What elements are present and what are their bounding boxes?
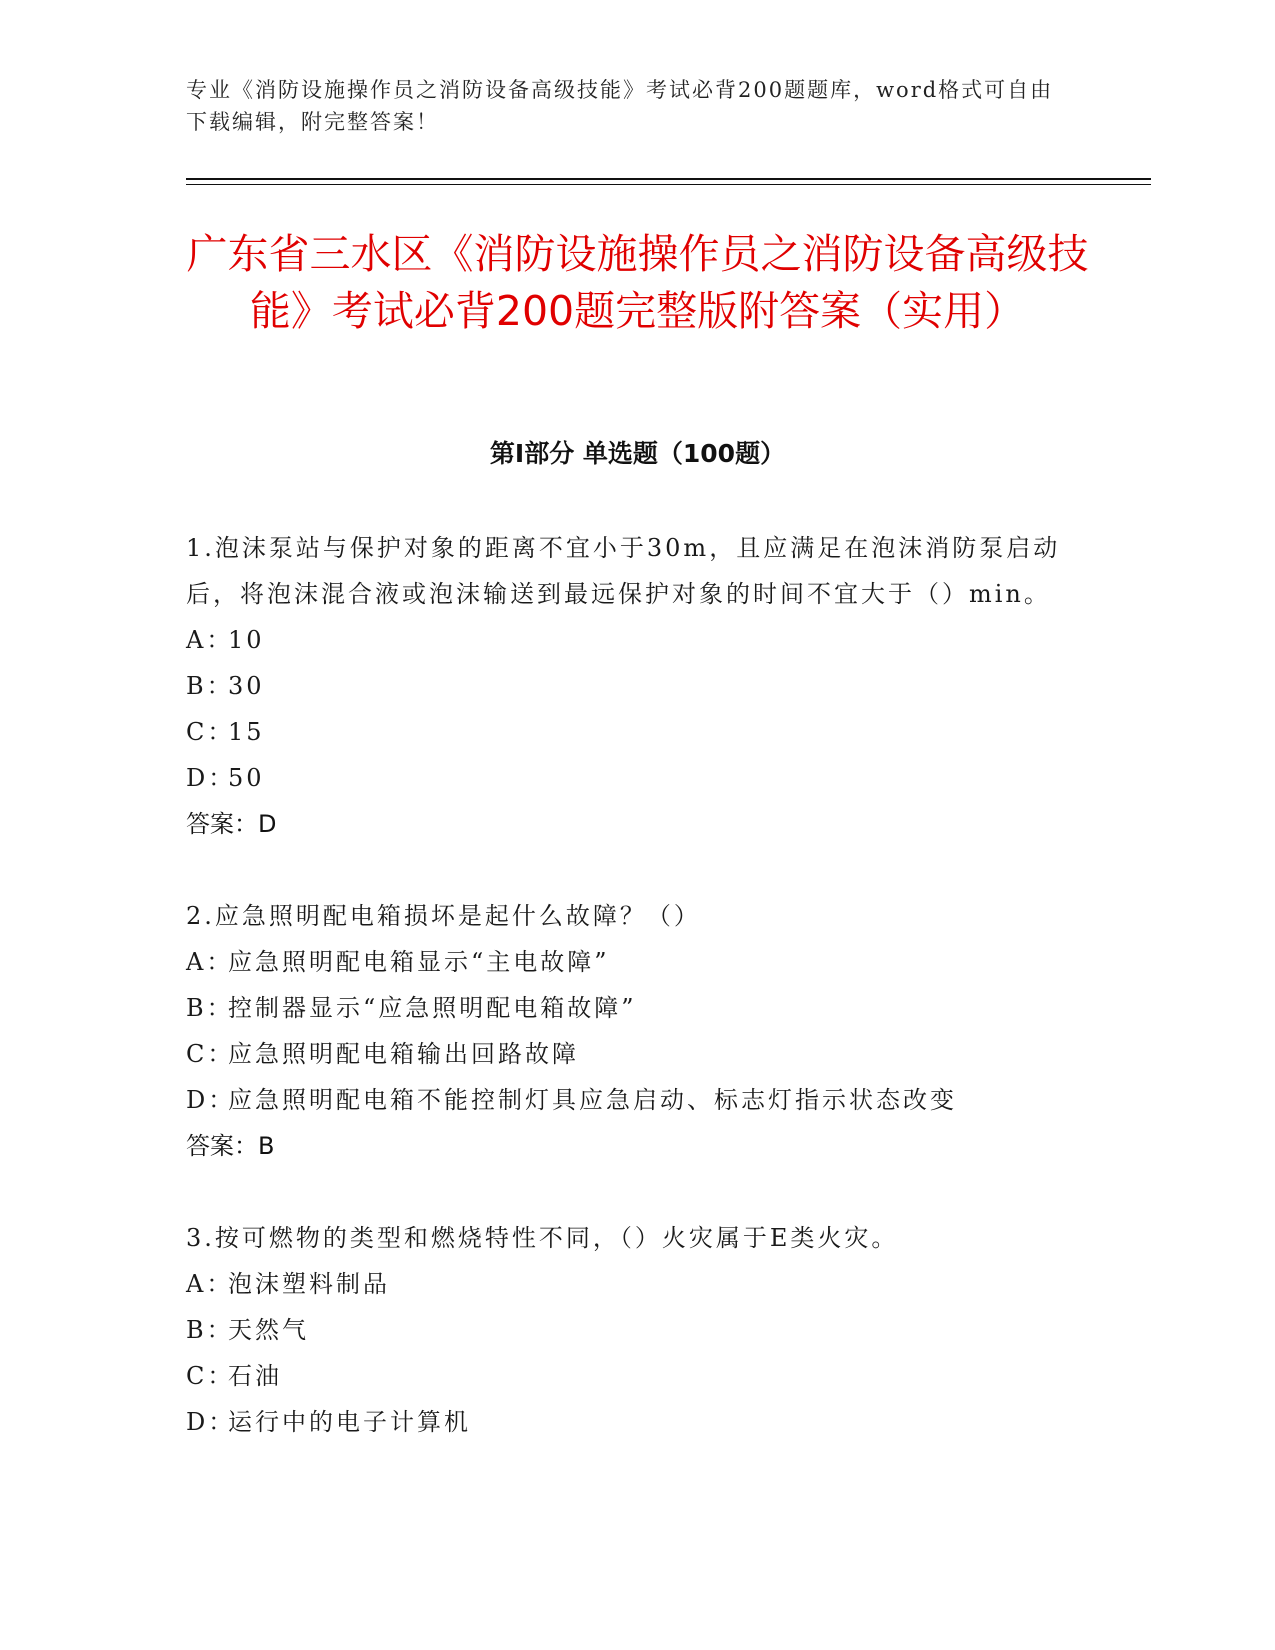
option-key: A： [186, 948, 234, 976]
question-text: 2.应急照明配电箱损坏是起什么故障？（） [186, 902, 701, 930]
option-key: A： [186, 626, 234, 654]
option-text: 天然气 [228, 1316, 309, 1344]
question-item [186, 525, 1086, 847]
option-b [186, 1307, 1086, 1353]
option-text: 石油 [228, 1362, 282, 1390]
option-text: 控制器显示“应急照明配电箱故障” [228, 994, 637, 1022]
option-key: A： [186, 1270, 234, 1298]
header-divider-thick [186, 178, 1151, 180]
question-text: 3.按可燃物的类型和燃烧特性不同，（）火灾属于E类火灾。 [186, 1224, 899, 1252]
option-key: B： [186, 994, 234, 1022]
option-text: 应急照明配电箱显示“主电故障” [228, 948, 610, 976]
option-b [186, 985, 1086, 1031]
question-text: 1.泡沫泵站与保护对象的距离不宜小于30m，且应满足在泡沫消防泵启动后，将泡沫混合液或泡沫输送到最远保护对象的时间不宜大于（）min。 [186, 534, 1061, 608]
option-text: 应急照明配电箱输出回路故障 [228, 1040, 579, 1068]
option-c [186, 709, 1086, 755]
document-title: 广东省三水区《消防设施操作员之消防设备高级技能》考试必背200题完整版附答案（实用） [186, 230, 1089, 335]
option-key: B： [186, 1316, 234, 1344]
option-text: 50 [228, 764, 265, 792]
question-list [186, 525, 1086, 1491]
option-d [186, 1399, 1086, 1445]
option-text: 应急照明配电箱不能控制灯具应急启动、标志灯指示状态改变 [228, 1086, 957, 1114]
header-divider-thin [186, 184, 1151, 185]
option-text: 运行中的电子计算机 [228, 1408, 471, 1436]
option-key: D： [186, 1408, 236, 1436]
option-key: C： [186, 1362, 235, 1390]
option-a [186, 1261, 1086, 1307]
option-text: 30 [228, 672, 265, 700]
option-text: 10 [228, 626, 265, 654]
option-c [186, 1353, 1086, 1399]
section-title: 第I部分 单选题（100题） [489, 439, 786, 468]
option-a [186, 939, 1086, 985]
option-d [186, 755, 1086, 801]
option-d [186, 1077, 1086, 1123]
option-key: B： [186, 672, 234, 700]
option-key: D： [186, 764, 236, 792]
option-b [186, 663, 1086, 709]
option-c [186, 1031, 1086, 1077]
option-text: 15 [228, 718, 265, 746]
question-item [186, 893, 1086, 1169]
option-key: C： [186, 1040, 235, 1068]
header-note: 专业《消防设施操作员之消防设备高级技能》考试必背200题题库，word格式可自由下载编辑，附完整答案！ [186, 78, 1054, 134]
question-item [186, 1215, 1086, 1445]
option-a [186, 617, 1086, 663]
option-key: D： [186, 1086, 236, 1114]
option-text: 泡沫塑料制品 [228, 1270, 390, 1298]
answer-line: 答案：D [186, 810, 277, 838]
option-key: C： [186, 718, 235, 746]
answer-line: 答案：B [186, 1132, 275, 1160]
